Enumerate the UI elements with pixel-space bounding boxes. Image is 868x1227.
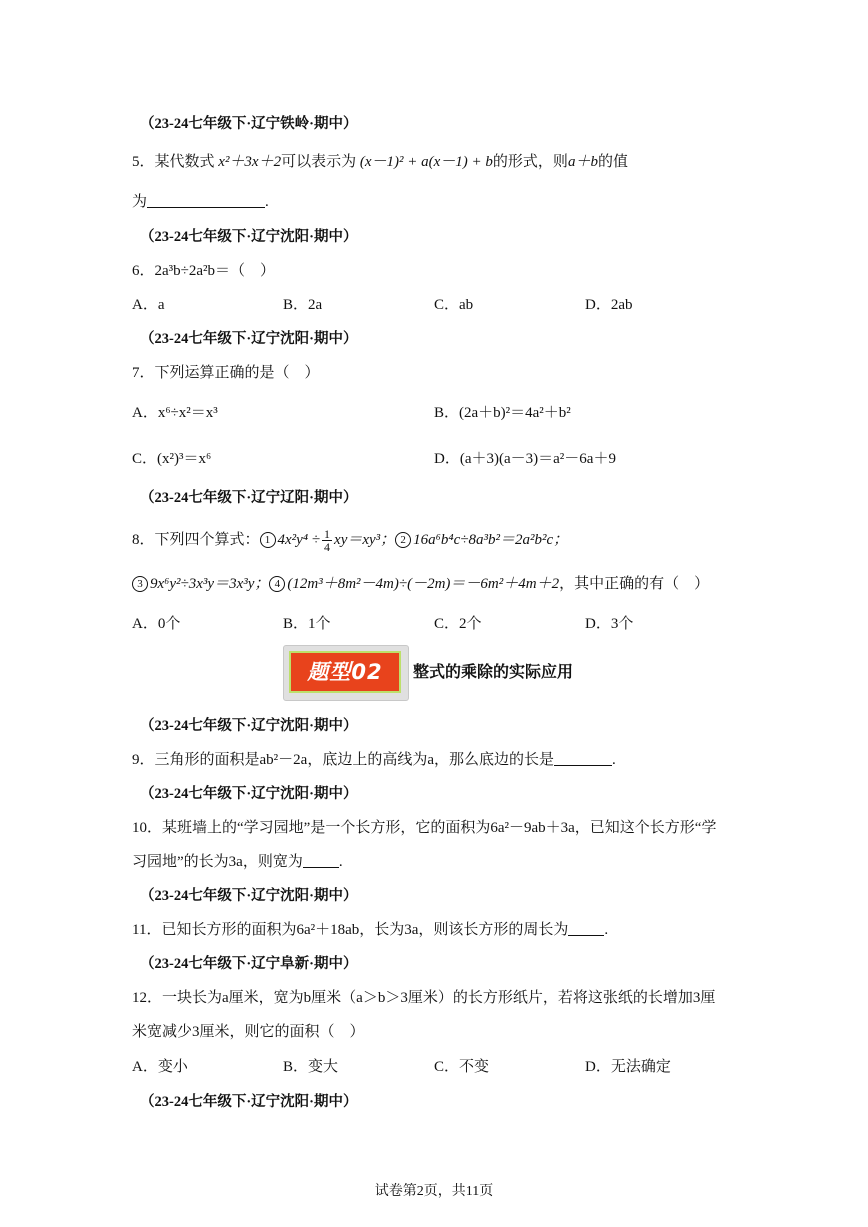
section-badge — [283, 645, 409, 701]
section-header — [283, 645, 693, 701]
question-10-line2: 习园地”的长为3a，则宽为 . — [132, 854, 343, 870]
answer-blank[interactable] — [568, 921, 604, 936]
circled-number: 1 — [260, 532, 276, 548]
question-source: （23-24七年级下·辽宁沈阳·期中） — [140, 229, 358, 245]
option-d[interactable]: D．2ab — [585, 297, 633, 313]
question-7: 7．下列运算正确的是（ ） — [132, 365, 320, 381]
option-a[interactable]: A．0个 — [132, 616, 181, 632]
option-b[interactable]: B．1个 — [283, 616, 331, 632]
option-a[interactable]: A．变小 — [132, 1059, 188, 1075]
question-source: （23-24七年级下·辽宁沈阳·期中） — [140, 888, 358, 904]
question-source: （23-24七年级下·辽宁阜新·期中） — [140, 956, 358, 972]
option-d[interactable]: D．无法确定 — [585, 1059, 671, 1075]
section-title: 整式的乘除的实际应用 — [413, 662, 574, 681]
question-source: （23-24七年级下·辽宁沈阳·期中） — [140, 331, 358, 347]
question-5: 5．某代数式 x²＋3x＋2可以表示为 (x－1)² + a(x－1) + b的形式，则a＋b的值 — [132, 154, 628, 170]
option-a[interactable]: A．a — [132, 297, 165, 313]
question-9: 9．三角形的面积是ab²－2a，底边上的高线为a，那么底边的长是 . — [132, 752, 616, 768]
question-8-line2: 3 9x⁶y²÷3x³y＝3x³y； 4 (12m³＋8m²－4m)÷(－2m)＝－6m²＋4m＋2，其中正确的有（ ） — [132, 574, 709, 594]
answer-blank[interactable] — [147, 193, 265, 208]
section-badge-label: 题型02 — [289, 651, 401, 693]
question-11: 11．已知长方形的面积为6a²＋18ab，长为3a，则该长方形的周长为 . — [132, 922, 609, 938]
question-source: （23-24七年级下·辽宁沈阳·期中） — [140, 1094, 358, 1110]
option-a[interactable]: A．x⁶÷x²＝x³ — [132, 405, 218, 421]
answer-blank[interactable] — [554, 751, 612, 766]
circled-number: 2 — [395, 532, 411, 548]
question-source: （23-24七年级下·辽宁铁岭·期中） — [140, 116, 358, 132]
question-8: 8．下列四个算式： 1 4x²y⁴ ÷ $\frac{1}{4}$ xy＝xy³； 2 16a⁶b⁴c÷8a³b²＝2a²b²c； — [132, 527, 569, 554]
question-12: 12．一块长为a厘米，宽为b厘米（a＞b＞3厘米）的长方形纸片，若将这张纸的长增加3厘 — [132, 990, 716, 1006]
option-b[interactable]: B．(2a＋b)²＝4a²＋b² — [434, 405, 571, 421]
question-10: 10．某班墙上的“学习园地”是一个长方形，它的面积为6a²－9ab＋3a，已知这个长方形“学 — [132, 820, 717, 836]
question-5-line2: 为 . — [132, 194, 269, 210]
answer-blank[interactable] — [303, 853, 339, 868]
option-c[interactable]: C．(x²)³＝x⁶ — [132, 451, 212, 467]
question-source: （23-24七年级下·辽宁沈阳·期中） — [140, 718, 358, 734]
question-12-line2: 米宽减少3厘米，则它的面积（ ） — [132, 1024, 365, 1040]
option-d[interactable]: D．(a＋3)(a－3)＝a²－6a＋9 — [434, 451, 616, 467]
option-c[interactable]: C．ab — [434, 297, 474, 313]
question-source: （23-24七年级下·辽宁辽阳·期中） — [140, 490, 358, 506]
circled-number: 4 — [269, 576, 285, 592]
page-footer: 试卷第2页，共11页 — [374, 1184, 494, 1199]
fraction: $\frac{1}{4}$ — [324, 527, 331, 554]
question-source: （23-24七年级下·辽宁沈阳·期中） — [140, 786, 358, 802]
option-b[interactable]: B．变大 — [283, 1059, 339, 1075]
question-6: 6．2a³b÷2a²b＝（ ） — [132, 263, 276, 279]
circled-number: 3 — [132, 576, 148, 592]
option-d[interactable]: D．3个 — [585, 616, 634, 632]
option-c[interactable]: C．2个 — [434, 616, 482, 632]
option-b[interactable]: B．2a — [283, 297, 323, 313]
option-c[interactable]: C．不变 — [434, 1059, 490, 1075]
